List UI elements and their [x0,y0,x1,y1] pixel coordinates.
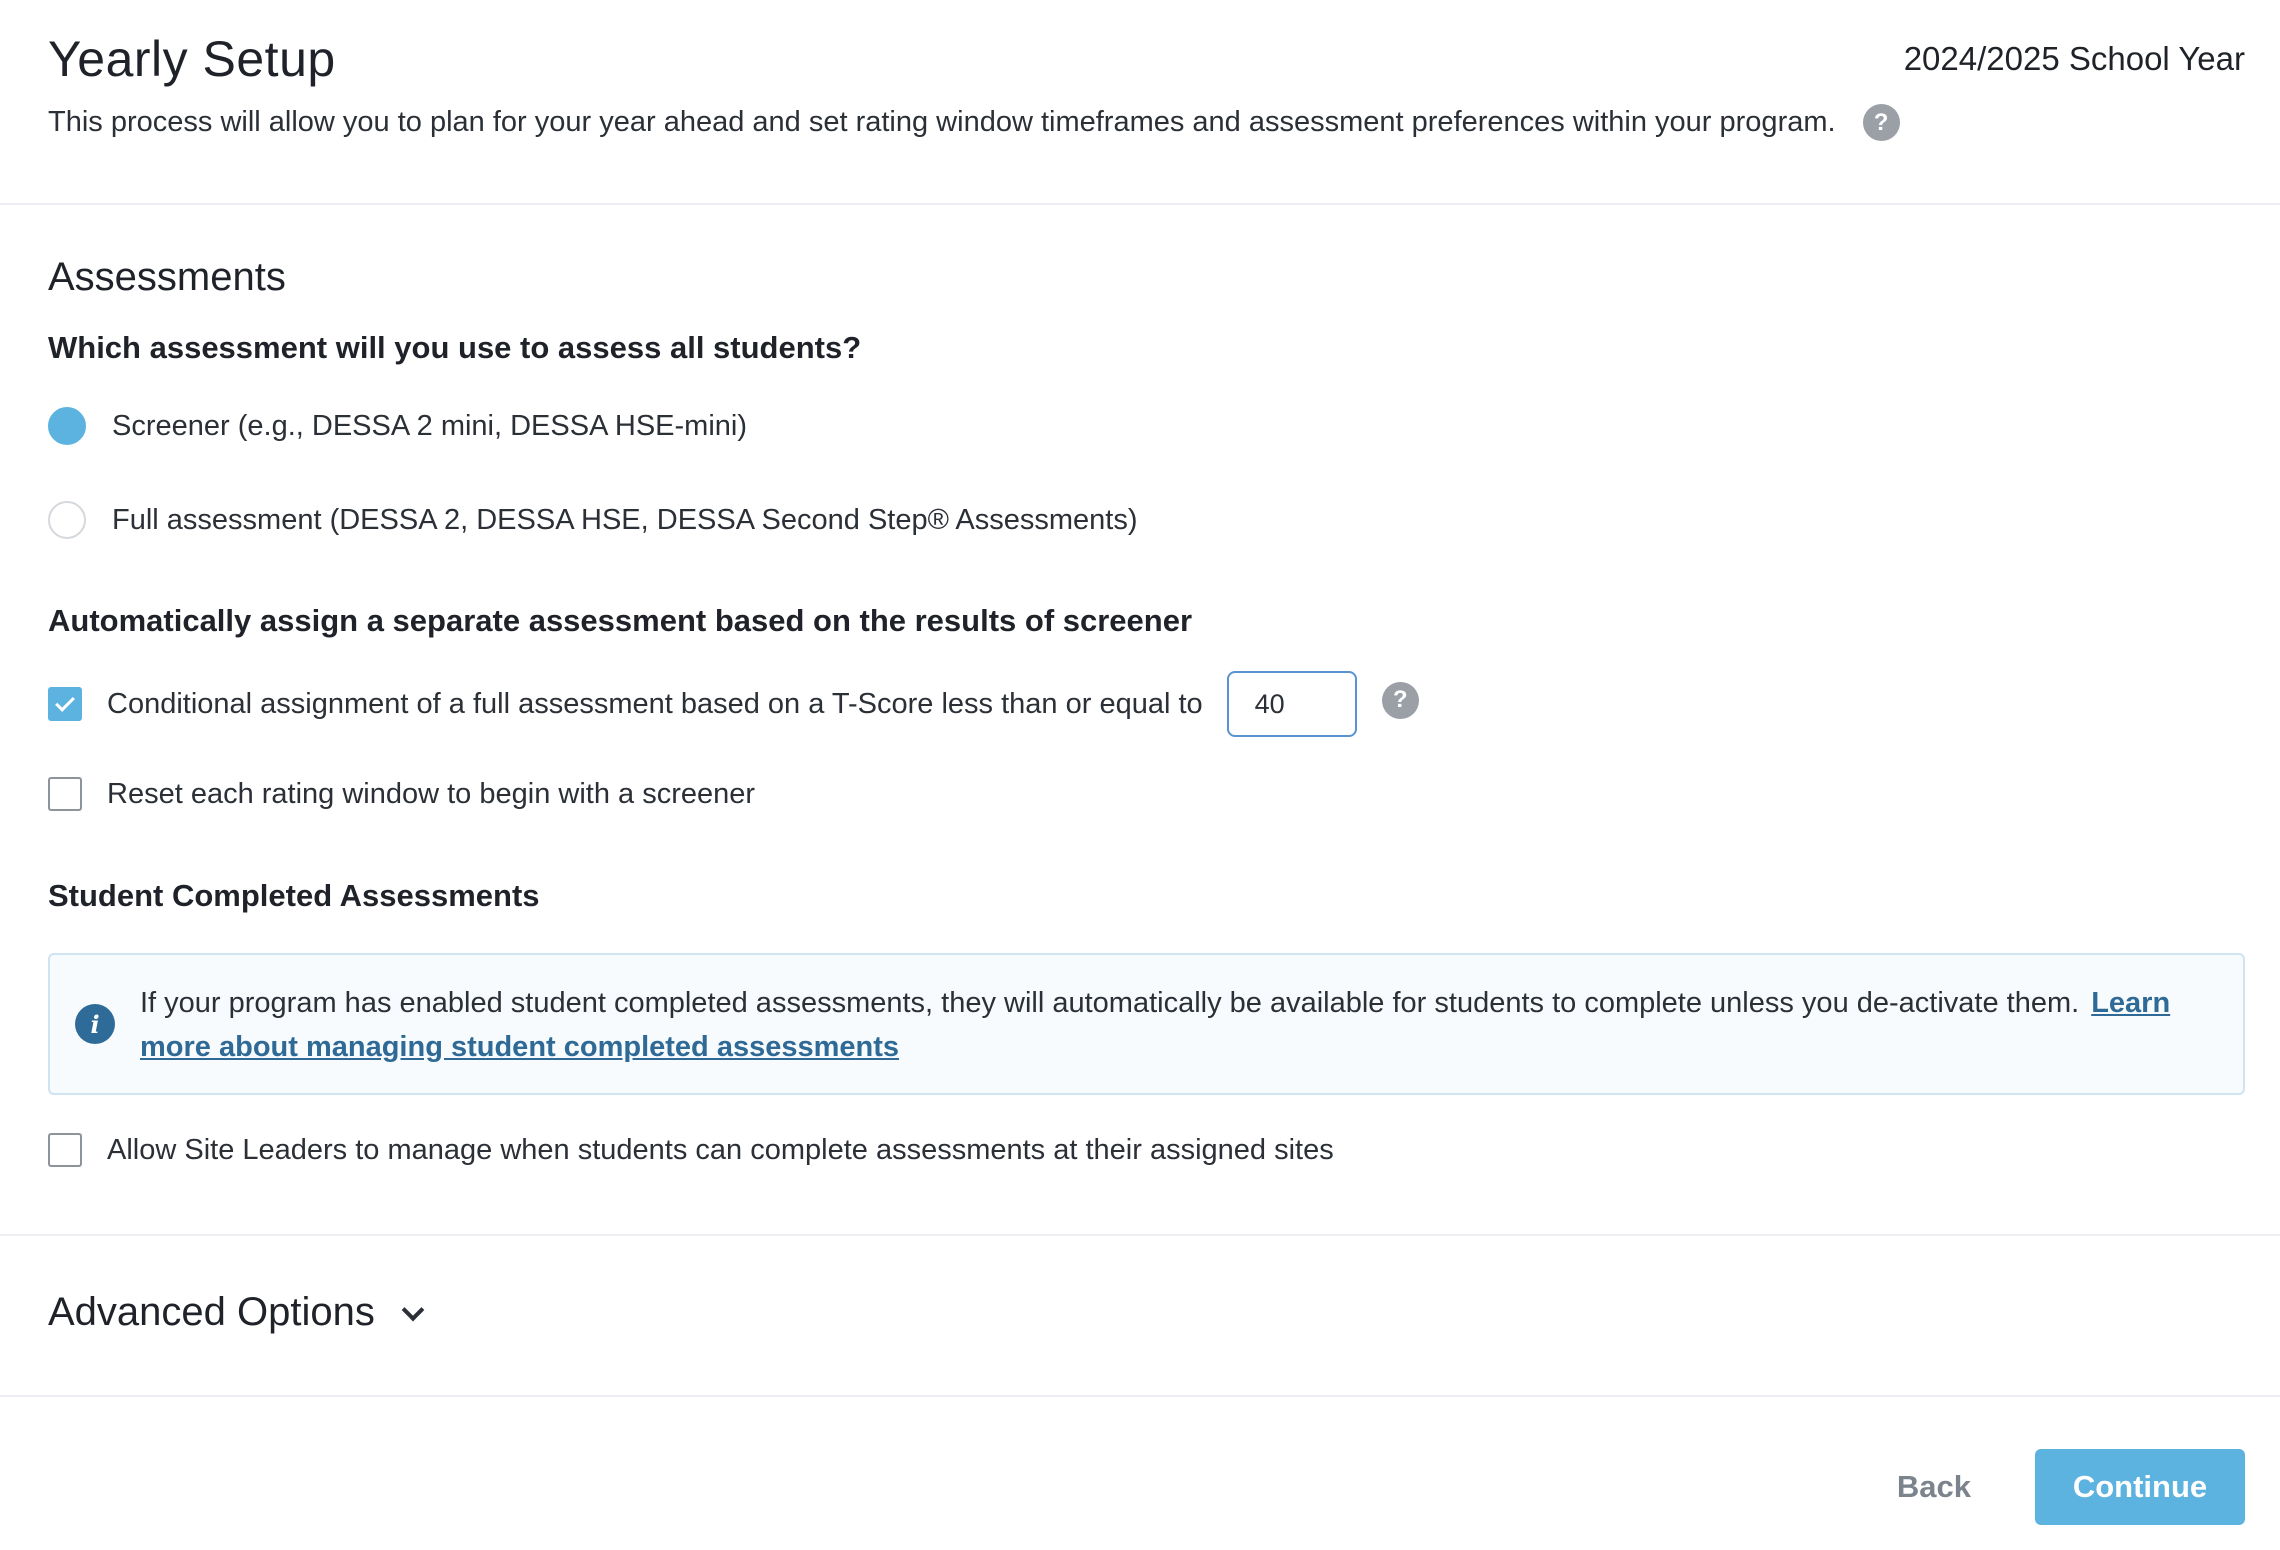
conditional-assignment-label: Conditional assignment of a full assessment based on a T-Score less than or equal to [107,687,1203,720]
page-title: Yearly Setup [48,31,336,87]
page-header [48,30,2245,205]
tscore-help-icon[interactable]: ? [1382,682,1419,719]
site-leaders-section [48,1133,2245,1173]
advanced-options-title: Advanced Options [48,1290,375,1334]
assessments-title: Assessments [48,255,286,299]
intro-text: This process will allow you to plan for your year ahead and set rating window timeframes and assessment preferences within your program. [48,106,1836,138]
footer-actions [1897,1449,2245,1525]
checkmark-icon [55,692,75,712]
chevron-down-icon [402,1298,425,1321]
advanced-divider-bottom [0,1395,2280,1397]
assessments-section [48,255,2245,955]
info-section [48,953,2245,1095]
advanced-divider-top [0,1234,2280,1236]
radio-option-screener[interactable] [48,407,747,445]
radio-full-label: Full assessment (DESSA 2, DESSA HSE, DESSA Second Step® Assessments) [112,503,1138,536]
conditional-assignment-row [48,671,1419,737]
continue-button[interactable]: Continue [2035,1449,2245,1525]
conditional-assignment-checkbox[interactable] [48,687,82,721]
tscore-input[interactable] [1227,671,1357,737]
reset-rating-window-row [48,777,755,811]
header-divider [0,203,2280,205]
assessment-question: Which assessment will you use to assess all students? [48,330,862,365]
radio-option-full[interactable] [48,501,1138,539]
auto-assign-title: Automatically assign a separate assessment based on the results of screener [48,603,1193,638]
info-message: If your program has enabled student completed assessments, they will automatically be available for students to complete unless you de-activate them. [140,987,2080,1019]
info-text [140,981,2213,1069]
learn-more-link[interactable]: Learn more about managing student completed assessments [140,987,2171,1063]
student-completed-title: Student Completed Assessments [48,878,540,913]
info-box [48,953,2245,1095]
site-leaders-checkbox[interactable] [48,1133,82,1167]
radio-full[interactable] [48,501,86,539]
site-leaders-label: Allow Site Leaders to manage when students can complete assessments at their assigned sites [107,1133,1334,1166]
radio-screener-label: Screener (e.g., DESSA 2 mini, DESSA HSE-mini) [112,409,747,442]
help-icon[interactable]: ? [1863,104,1900,141]
info-icon: i [75,1004,115,1044]
site-leaders-row [48,1133,1334,1167]
intro-row [48,104,1900,141]
reset-rating-window-label: Reset each rating window to begin with a screener [107,777,756,810]
radio-screener[interactable] [48,407,86,445]
reset-rating-window-checkbox[interactable] [48,777,82,811]
back-button[interactable]: Back [1896,1469,1971,1504]
school-year-label: 2024/2025 School Year [1903,40,2245,77]
advanced-options-toggle[interactable] [48,1290,421,1335]
